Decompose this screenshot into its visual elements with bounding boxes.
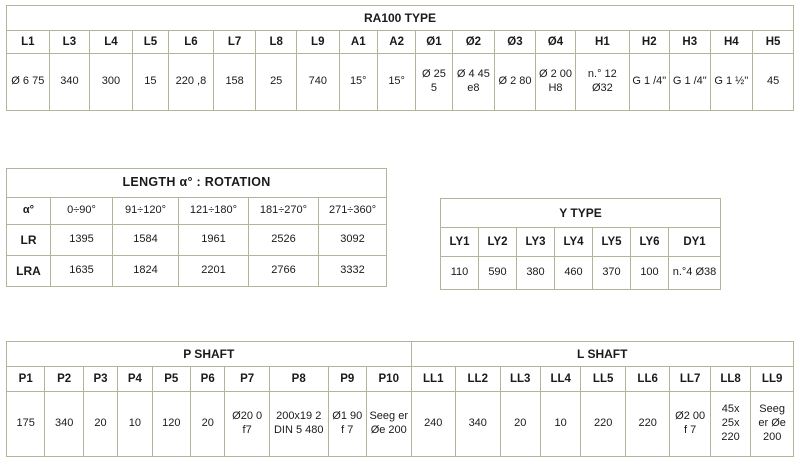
column-header: P9 — [328, 367, 366, 392]
table-cell: 1395 — [51, 225, 113, 256]
column-header: A2 — [377, 31, 415, 54]
column-header: 271÷360° — [319, 198, 387, 225]
table-cell: G 1 /4" — [670, 54, 711, 111]
table-cell: 158 — [213, 54, 256, 111]
table-cell: 220 — [581, 392, 626, 457]
column-header: LL8 — [710, 367, 750, 392]
table-cell: 45x 25x 220 — [710, 392, 750, 457]
table-row-title — [441, 199, 721, 228]
table-cell: 110 — [441, 257, 479, 290]
table-cell: Ø 25 5 — [416, 54, 452, 111]
table-cell: Ø20 0 f7 — [225, 392, 270, 457]
table-cell: 300 — [90, 54, 133, 111]
table-cell: 380 — [517, 257, 555, 290]
table-row — [7, 392, 794, 457]
table-cell: 370 — [593, 257, 631, 290]
table-row-header — [7, 198, 387, 225]
table-cell: Ø 2 00 H8 — [535, 54, 576, 111]
column-header: A1 — [339, 31, 377, 54]
table-cell: 15 — [132, 54, 168, 111]
column-header: LL7 — [670, 367, 710, 392]
table-row — [441, 257, 721, 290]
shaft-table — [6, 341, 794, 457]
table-cell: 340 — [45, 392, 83, 457]
table-cell: Seeg er Øe 200 — [366, 392, 411, 457]
column-header: 0÷90° — [51, 198, 113, 225]
ytype-title: Y TYPE — [441, 199, 721, 228]
column-header: H2 — [629, 31, 670, 54]
column-header: Ø1 — [416, 31, 452, 54]
table-cell: n.°4 Ø38 — [669, 257, 721, 290]
column-header: L4 — [90, 31, 133, 54]
column-header: α° — [7, 198, 51, 225]
column-header: L7 — [213, 31, 256, 54]
column-header: LY4 — [555, 228, 593, 257]
table-cell: 45 — [753, 54, 794, 111]
table-cell: 2201 — [179, 256, 249, 287]
table-cell: 25 — [256, 54, 297, 111]
column-header: LL2 — [456, 367, 501, 392]
column-header: LL5 — [581, 367, 626, 392]
table-cell: 3332 — [319, 256, 387, 287]
column-header: P3 — [83, 367, 117, 392]
column-header: L8 — [256, 31, 297, 54]
table-cell: 100 — [631, 257, 669, 290]
table-cell: 220 ,8 — [169, 54, 214, 111]
table-row — [7, 225, 387, 256]
column-header: Ø4 — [535, 31, 576, 54]
table-cell: 460 — [555, 257, 593, 290]
table-row-title — [7, 6, 794, 31]
table-cell: 590 — [479, 257, 517, 290]
table-cell: 340 — [456, 392, 501, 457]
table-row — [7, 256, 387, 287]
column-header: 121÷180° — [179, 198, 249, 225]
y-type-table-block — [440, 198, 720, 290]
length-rotation-table — [6, 168, 387, 287]
column-header: L6 — [169, 31, 214, 54]
table-row-header — [7, 367, 794, 392]
table-cell: Ø1 90 f 7 — [328, 392, 366, 457]
table-cell: Seeg er Øe 200 — [751, 392, 794, 457]
table-cell: 10 — [118, 392, 152, 457]
table-cell: 10 — [540, 392, 580, 457]
table-row-header — [441, 228, 721, 257]
column-header: 91÷120° — [113, 198, 179, 225]
column-header: LL4 — [540, 367, 580, 392]
table-cell: 1824 — [113, 256, 179, 287]
table-cell: 240 — [411, 392, 456, 457]
column-header: P6 — [191, 367, 225, 392]
column-header: L3 — [49, 31, 90, 54]
table-cell: 3092 — [319, 225, 387, 256]
table-cell: 20 — [83, 392, 117, 457]
column-header: LY1 — [441, 228, 479, 257]
table-row-group-header — [7, 342, 794, 367]
column-header: DY1 — [669, 228, 721, 257]
table-cell: G 1 ½" — [710, 54, 753, 111]
y-type-table — [440, 198, 721, 290]
table-cell: 15° — [377, 54, 415, 111]
table-cell: 120 — [152, 392, 190, 457]
column-header: LL9 — [751, 367, 794, 392]
table-cell: Ø 2 80 — [495, 54, 536, 111]
column-header: LL1 — [411, 367, 456, 392]
column-header: P10 — [366, 367, 411, 392]
shaft-table-block — [6, 341, 794, 457]
table-cell: Ø 4 45 e8 — [452, 54, 495, 111]
column-header: LL3 — [500, 367, 540, 392]
column-header: LL6 — [625, 367, 670, 392]
column-header: 181÷270° — [249, 198, 319, 225]
column-header: P7 — [225, 367, 270, 392]
column-header: H3 — [670, 31, 711, 54]
table-cell: n.° 12 Ø32 — [576, 54, 629, 111]
table-cell: Ø 6 75 — [7, 54, 50, 111]
column-header: LY6 — [631, 228, 669, 257]
column-header: P1 — [7, 367, 45, 392]
column-header: L1 — [7, 31, 50, 54]
ra100-type-table — [6, 5, 794, 111]
p-shaft-group-title: P SHAFT — [7, 342, 412, 367]
table-cell: 1635 — [51, 256, 113, 287]
table-cell: 1584 — [113, 225, 179, 256]
ra100-type-table-block — [6, 5, 794, 111]
length-title: LENGTH α° : ROTATION — [7, 169, 387, 198]
column-header: L5 — [132, 31, 168, 54]
table-cell: Ø2 00 f 7 — [670, 392, 710, 457]
ra100-title: RA100 TYPE — [7, 6, 794, 31]
column-header: Ø2 — [452, 31, 495, 54]
table-cell: 1961 — [179, 225, 249, 256]
table-cell: 740 — [296, 54, 339, 111]
table-cell: 15° — [339, 54, 377, 111]
row-label: LR — [7, 225, 51, 256]
table-row-header — [7, 31, 794, 54]
table-cell: 200x19 2 DIN 5 480 — [269, 392, 328, 457]
column-header: H4 — [710, 31, 753, 54]
table-cell: 220 — [625, 392, 670, 457]
column-header: LY5 — [593, 228, 631, 257]
table-row-title — [7, 169, 387, 198]
length-rotation-table-block — [6, 168, 386, 287]
column-header: Ø3 — [495, 31, 536, 54]
table-cell: G 1 /4" — [629, 54, 670, 111]
column-header: H5 — [753, 31, 794, 54]
table-cell: 175 — [7, 392, 45, 457]
column-header: LY2 — [479, 228, 517, 257]
table-cell: 2526 — [249, 225, 319, 256]
column-header: P5 — [152, 367, 190, 392]
column-header: LY3 — [517, 228, 555, 257]
table-cell: 20 — [191, 392, 225, 457]
column-header: P2 — [45, 367, 83, 392]
table-row — [7, 54, 794, 111]
column-header: L9 — [296, 31, 339, 54]
column-header: H1 — [576, 31, 629, 54]
l-shaft-group-title: L SHAFT — [411, 342, 794, 367]
column-header: P8 — [269, 367, 328, 392]
table-cell: 2766 — [249, 256, 319, 287]
column-header: P4 — [118, 367, 152, 392]
table-cell: 340 — [49, 54, 90, 111]
table-cell: 20 — [500, 392, 540, 457]
row-label: LRA — [7, 256, 51, 287]
